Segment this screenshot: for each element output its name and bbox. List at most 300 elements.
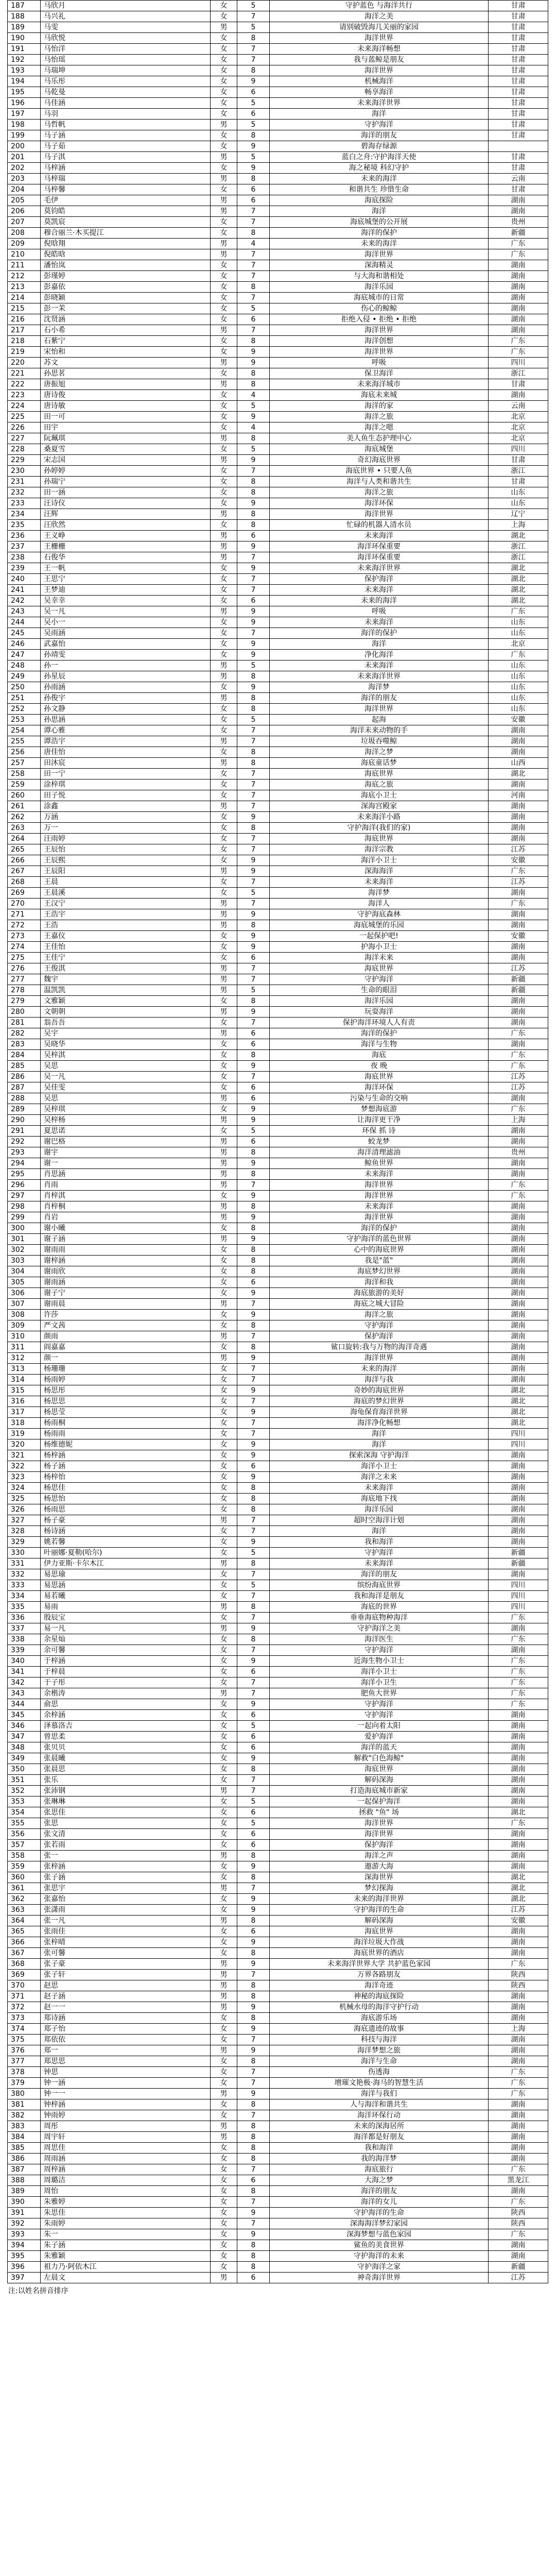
age-cell: 9 — [237, 1007, 270, 1018]
gender-cell: 男 — [211, 249, 237, 260]
gender-cell: 女 — [211, 639, 237, 650]
region-cell: 北京 — [489, 433, 548, 444]
region-cell: 湖南 — [489, 1710, 548, 1721]
name-cell: 张若雨 — [41, 1840, 211, 1851]
name-cell: 郑依依 — [41, 2035, 211, 2045]
title-cell: 守护海洋(我们的家) — [270, 823, 489, 834]
name-cell: 张琳琳 — [41, 1797, 211, 1807]
age-cell: 6 — [237, 531, 270, 541]
region-cell: 甘肃 — [489, 163, 548, 174]
age-cell: 9 — [237, 1450, 270, 1461]
table-row — [8, 228, 548, 239]
row-number-cell: 371 — [8, 1991, 41, 2002]
row-number-cell: 218 — [8, 336, 41, 347]
row-number-cell: 208 — [8, 228, 41, 239]
title-cell: 海洋 — [270, 639, 489, 650]
row-number-cell: 383 — [8, 2121, 41, 2132]
age-cell: 6 — [237, 109, 270, 120]
table-row — [8, 715, 548, 725]
name-cell: 唐诗俊 — [41, 390, 211, 401]
title-cell: 我与蓝鲸是朋友 — [270, 55, 489, 65]
table-row — [8, 2273, 548, 2283]
region-cell: 湖北 — [489, 1883, 548, 1894]
table-row — [8, 1710, 548, 1721]
row-number-cell: 304 — [8, 1266, 41, 1277]
region-cell: 湖南 — [489, 1277, 548, 1288]
row-number-cell: 313 — [8, 1364, 41, 1375]
name-cell: 钟一一 — [41, 2089, 211, 2099]
age-cell: 7 — [237, 2110, 270, 2121]
table-row — [8, 790, 548, 801]
age-cell: 8 — [237, 379, 270, 390]
age-cell: 7 — [237, 1591, 270, 1602]
age-cell: 8 — [237, 33, 270, 44]
name-cell: 叶丽娜·夏勒(哈尔) — [41, 1548, 211, 1558]
region-cell: 湖南 — [489, 1320, 548, 1331]
title-cell: 海洋之旅 — [270, 487, 489, 498]
table-row — [8, 985, 548, 996]
name-cell: 马欣悦 — [41, 33, 211, 44]
age-cell: 6 — [237, 1082, 270, 1093]
gender-cell: 男 — [211, 2132, 237, 2143]
region-cell: 甘肃 — [489, 379, 548, 390]
gender-cell: 女 — [211, 1840, 237, 1851]
table-row — [8, 1569, 548, 1580]
gender-cell: 女 — [211, 769, 237, 779]
title-cell: 神秘的海底探险 — [270, 1991, 489, 2002]
title-cell: 鲨鱼的美食世界 — [270, 2240, 489, 2251]
row-number-cell: 344 — [8, 1699, 41, 1710]
name-cell: 张沛钢 — [41, 1786, 211, 1797]
age-cell: 9 — [237, 2229, 270, 2240]
table-row — [8, 1688, 548, 1699]
region-cell: 新疆 — [489, 1548, 548, 1558]
title-cell: 海洋小卫士 — [270, 1667, 489, 1677]
gender-cell: 女 — [211, 2197, 237, 2208]
region-cell: 湖南 — [489, 1797, 548, 1807]
age-cell: 7 — [237, 974, 270, 985]
title-cell: 呼吸 — [270, 606, 489, 617]
table-row — [8, 1104, 548, 1115]
gender-cell: 女 — [211, 2035, 237, 2045]
region-cell: 广东 — [489, 2197, 548, 2208]
region-cell: 浙江 — [489, 541, 548, 552]
row-number-cell: 290 — [8, 1115, 41, 1126]
title-cell: 梦幻探海 — [270, 1883, 489, 1894]
gender-cell: 女 — [211, 2143, 237, 2154]
title-cell: 海洋奇迹 — [270, 1980, 489, 1991]
title-cell: 海洋之美 — [270, 11, 489, 22]
age-cell: 8 — [237, 2099, 270, 2110]
table-row — [8, 1472, 548, 1483]
age-cell: 7 — [237, 1775, 270, 1786]
name-cell: 钟一涵 — [41, 2078, 211, 2089]
row-number-cell: 198 — [8, 120, 41, 130]
table-row — [8, 422, 548, 433]
title-cell: 保卫海洋 — [270, 368, 489, 379]
region-cell: 湖南 — [489, 2035, 548, 2045]
region-cell: 云南 — [489, 401, 548, 412]
title-cell: 心中的海底世界 — [270, 1245, 489, 1256]
table-row — [8, 2013, 548, 2024]
age-cell: 7 — [237, 1677, 270, 1688]
name-cell: 田一宁 — [41, 769, 211, 779]
region-cell: 广东 — [489, 1667, 548, 1677]
title-cell: 未来海洋 — [270, 531, 489, 541]
name-cell: 石紫宁 — [41, 336, 211, 347]
title-cell: 碧海存绿源 — [270, 141, 489, 152]
name-cell: 郑子怡 — [41, 2024, 211, 2035]
title-cell: 守护海底森林 — [270, 909, 489, 920]
row-number-cell: 261 — [8, 801, 41, 812]
gender-cell: 女 — [211, 44, 237, 55]
region-cell: 云南 — [489, 174, 548, 184]
title-cell: 海洋小卫士 — [270, 855, 489, 866]
table-row — [8, 1223, 548, 1234]
row-number-cell: 191 — [8, 44, 41, 55]
table-row — [8, 1883, 548, 1894]
region-cell: 湖南 — [489, 1331, 548, 1342]
row-number-cell: 285 — [8, 1061, 41, 1072]
age-cell: 7 — [237, 585, 270, 596]
row-number-cell: 295 — [8, 1169, 41, 1180]
age-cell: 9 — [237, 2024, 270, 2035]
title-cell: 一起向着太阳 — [270, 1721, 489, 1732]
row-number-cell: 204 — [8, 184, 41, 195]
title-cell: 伤透海 — [270, 2067, 489, 2078]
title-cell: 保护海洋 — [270, 574, 489, 585]
table-row — [8, 433, 548, 444]
title-cell: 我和海洋是朋友 — [270, 1591, 489, 1602]
row-number-cell: 276 — [8, 963, 41, 974]
region-cell: 甘肃 — [489, 65, 548, 76]
name-cell: 肖梓桐 — [41, 1201, 211, 1212]
row-number-cell: 264 — [8, 834, 41, 844]
name-cell: 张晨曦 — [41, 1753, 211, 1764]
gender-cell: 女 — [211, 1645, 237, 1656]
title-cell: 忙碌的机器人清水员 — [270, 520, 489, 531]
region-cell: 湖北 — [489, 596, 548, 606]
title-cell: 海洋乐园 — [270, 996, 489, 1007]
name-cell: 吴梓淇 — [41, 1050, 211, 1061]
table-row — [8, 1613, 548, 1623]
title-cell: 海洋乐园 — [270, 282, 489, 293]
row-number-cell: 297 — [8, 1191, 41, 1201]
table-row — [8, 314, 548, 325]
region-cell: 浙江 — [489, 368, 548, 379]
table-row — [8, 368, 548, 379]
name-cell: 田一涵 — [41, 487, 211, 498]
region-cell: 辽宁 — [489, 509, 548, 520]
age-cell: 6 — [237, 1461, 270, 1472]
row-number-cell: 253 — [8, 715, 41, 725]
table-row — [8, 1580, 548, 1591]
table-row — [8, 1872, 548, 1883]
name-cell: 万一 — [41, 823, 211, 834]
region-cell: 北京 — [489, 422, 548, 433]
region-cell: 湖南 — [489, 1472, 548, 1483]
row-number-cell: 257 — [8, 758, 41, 769]
gender-cell: 女 — [211, 855, 237, 866]
region-cell: 湖北 — [489, 1807, 548, 1818]
name-cell: 杨梓涵 — [41, 1450, 211, 1461]
table-row — [8, 2251, 548, 2262]
table-row — [8, 1018, 548, 1028]
region-cell: 安徽 — [489, 715, 548, 725]
row-number-cell: 273 — [8, 931, 41, 942]
region-cell: 北京 — [489, 639, 548, 650]
table-row — [8, 1429, 548, 1439]
table-row — [8, 1775, 548, 1786]
gender-cell: 男 — [211, 1959, 237, 1970]
name-cell: 赵一一 — [41, 2002, 211, 2013]
region-cell: 贵州 — [489, 1147, 548, 1158]
row-number-cell: 231 — [8, 477, 41, 487]
region-cell — [489, 141, 548, 152]
gender-cell: 女 — [211, 1656, 237, 1667]
region-cell: 四川 — [489, 1591, 548, 1602]
title-cell: 未来海洋 — [270, 877, 489, 888]
age-cell: 8 — [237, 130, 270, 141]
title-cell: 海洋世界 — [270, 33, 489, 44]
name-cell: 张雨佳 — [41, 1926, 211, 1937]
name-cell: 余星灿 — [41, 1634, 211, 1645]
title-cell: 海底世界 — [270, 834, 489, 844]
region-cell: 甘肃 — [489, 98, 548, 109]
gender-cell: 男 — [211, 1980, 237, 1991]
title-cell: 未来海洋世界 — [270, 563, 489, 574]
name-cell: 汪欣然 — [41, 520, 211, 531]
table-row — [8, 1137, 548, 1147]
region-cell: 山东 — [489, 498, 548, 509]
region-cell: 湖北 — [489, 1396, 548, 1407]
gender-cell: 女 — [211, 76, 237, 87]
name-cell: 涂鑫 — [41, 801, 211, 812]
age-cell: 9 — [237, 2089, 270, 2099]
region-cell: 湖南 — [489, 779, 548, 790]
table-row — [8, 466, 548, 477]
row-number-cell: 220 — [8, 358, 41, 368]
title-cell: 未来的海洋 — [270, 239, 489, 249]
name-cell: 武嘉怡 — [41, 639, 211, 650]
title-cell: 肥鱼大世界 — [270, 1688, 489, 1699]
row-number-cell: 397 — [8, 2273, 41, 2283]
table-row — [8, 174, 548, 184]
row-number-cell: 300 — [8, 1223, 41, 1234]
row-number-cell: 217 — [8, 325, 41, 336]
table-row — [8, 1450, 548, 1461]
age-cell: 8 — [237, 920, 270, 931]
title-cell: 梦想海底游 — [270, 1104, 489, 1115]
region-cell: 甘肃 — [489, 55, 548, 65]
row-number-cell: 362 — [8, 1894, 41, 1905]
table-row — [8, 1126, 548, 1137]
gender-cell: 女 — [211, 2175, 237, 2186]
region-cell: 湖南 — [489, 2132, 548, 2143]
region-cell: 四川 — [489, 1580, 548, 1591]
row-number-cell: 343 — [8, 1688, 41, 1699]
name-cell: 朱思佳 — [41, 2208, 211, 2218]
region-cell: 广东 — [489, 1613, 548, 1623]
gender-cell: 男 — [211, 1786, 237, 1797]
row-number-cell: 188 — [8, 11, 41, 22]
title-cell: 未来海洋 — [270, 585, 489, 596]
title-cell: 海底旅行 — [270, 2164, 489, 2175]
age-cell: 7 — [237, 249, 270, 260]
row-number-cell: 293 — [8, 1147, 41, 1158]
title-cell: 海洋都是好朋友 — [270, 2132, 489, 2143]
row-number-cell: 322 — [8, 1461, 41, 1472]
title-cell: 起海 — [270, 715, 489, 725]
region-cell: 广东 — [489, 1688, 548, 1699]
table-row — [8, 1093, 548, 1104]
title-cell: 海底遗迹的故事 — [270, 2024, 489, 2035]
table-row — [8, 1212, 548, 1223]
title-cell: 未来海洋 — [270, 1558, 489, 1569]
name-cell: 倪晗翔 — [41, 239, 211, 249]
name-cell: 张梓涵 — [41, 1861, 211, 1872]
title-cell: 海洋与人类和谐共生 — [270, 477, 489, 487]
name-cell: 肖思涵 — [41, 1169, 211, 1180]
age-cell: 8 — [237, 336, 270, 347]
table-row — [8, 1461, 548, 1472]
table-row — [8, 2186, 548, 2197]
row-number-cell: 234 — [8, 509, 41, 520]
row-number-cell: 311 — [8, 1342, 41, 1353]
region-cell: 广东 — [489, 866, 548, 877]
gender-cell: 女 — [211, 1082, 237, 1093]
row-number-cell: 229 — [8, 455, 41, 466]
row-number-cell: 392 — [8, 2218, 41, 2229]
name-cell: 王晨溪 — [41, 888, 211, 899]
age-cell: 9 — [237, 650, 270, 660]
name-cell: 谢雨涵 — [41, 1277, 211, 1288]
gender-cell: 女 — [211, 2240, 237, 2251]
table-row — [8, 2035, 548, 2045]
age-cell: 7 — [237, 899, 270, 909]
age-cell: 7 — [237, 466, 270, 477]
region-cell: 江苏 — [489, 2273, 548, 2283]
region-cell: 广东 — [489, 1818, 548, 1829]
title-cell: 海洋之旅 — [270, 1310, 489, 1320]
row-number-cell: 269 — [8, 888, 41, 899]
name-cell: 谭心雅 — [41, 725, 211, 736]
table-row — [8, 942, 548, 953]
gender-cell: 女 — [211, 1569, 237, 1580]
region-cell: 湖南 — [489, 325, 548, 336]
title-cell: 海底世界 — [270, 769, 489, 779]
row-number-cell: 213 — [8, 282, 41, 293]
gender-cell: 女 — [211, 1537, 237, 1548]
title-cell: 守护海洋之美 — [270, 1623, 489, 1634]
gender-cell: 女 — [211, 1829, 237, 1840]
gender-cell: 男 — [211, 2002, 237, 2013]
title-cell: 海洋人 — [270, 899, 489, 909]
table-row — [8, 1937, 548, 1948]
region-cell: 安徽 — [489, 855, 548, 866]
age-cell: 6 — [237, 1829, 270, 1840]
row-number-cell: 330 — [8, 1548, 41, 1558]
region-cell: 湖南 — [489, 996, 548, 1007]
table-row — [8, 1667, 548, 1677]
gender-cell: 女 — [211, 1061, 237, 1072]
table-row — [8, 325, 548, 336]
age-cell: 7 — [237, 1613, 270, 1623]
table-row — [8, 195, 548, 206]
title-cell: 守护海洋 — [270, 1699, 489, 1710]
name-cell: 朱雨婷 — [41, 2218, 211, 2229]
age-cell: 9 — [237, 1288, 270, 1299]
age-cell: 6 — [237, 1742, 270, 1753]
table-row — [8, 1645, 548, 1656]
title-cell: 海洋 — [270, 1439, 489, 1450]
table-row — [8, 1385, 548, 1396]
name-cell: 张可馨 — [41, 1948, 211, 1959]
age-cell: 8 — [237, 1602, 270, 1613]
row-number-cell: 395 — [8, 2251, 41, 2262]
row-number-cell: 219 — [8, 347, 41, 358]
title-cell: 海洋 — [270, 1429, 489, 1439]
age-cell: 9 — [237, 1894, 270, 1905]
entries-table-body — [8, 1, 548, 2283]
gender-cell: 男 — [211, 1851, 237, 1861]
name-cell: 唐振旭 — [41, 379, 211, 390]
region-cell: 广东 — [489, 239, 548, 249]
title-cell: 海洋与生物 — [270, 1039, 489, 1050]
gender-cell: 女 — [211, 563, 237, 574]
age-cell: 5 — [237, 660, 270, 671]
name-cell: 易思瑜 — [41, 1569, 211, 1580]
name-cell: 田沐宸 — [41, 758, 211, 769]
region-cell: 湖南 — [489, 1299, 548, 1310]
table-row — [8, 1169, 548, 1180]
name-cell: 孙文静 — [41, 704, 211, 715]
row-number-cell: 256 — [8, 747, 41, 758]
row-number-cell: 331 — [8, 1558, 41, 1569]
region-cell: 甘肃 — [489, 455, 548, 466]
age-cell: 7 — [237, 1299, 270, 1310]
age-cell: 8 — [237, 1342, 270, 1353]
table-row — [8, 2262, 548, 2273]
name-cell: 张思佳 — [41, 1807, 211, 1818]
age-cell: 9 — [237, 1407, 270, 1418]
row-number-cell: 193 — [8, 65, 41, 76]
footnote: 注:以姓名拼音排序 — [8, 2287, 68, 2295]
name-cell: 彭一茉 — [41, 303, 211, 314]
title-cell: 海底之城大冒险 — [270, 1299, 489, 1310]
table-row — [8, 1180, 548, 1191]
age-cell: 6 — [237, 1732, 270, 1742]
age-cell: 7 — [237, 1515, 270, 1526]
region-cell: 湖南 — [489, 1645, 548, 1656]
row-number-cell: 366 — [8, 1937, 41, 1948]
name-cell: 王佳怡 — [41, 942, 211, 953]
age-cell: 9 — [237, 617, 270, 628]
age-cell: 7 — [237, 2218, 270, 2229]
region-cell: 江苏 — [489, 1072, 548, 1082]
gender-cell: 男 — [211, 2045, 237, 2056]
row-number-cell: 209 — [8, 239, 41, 249]
gender-cell: 女 — [211, 2186, 237, 2197]
gender-cell: 女 — [211, 2078, 237, 2089]
name-cell: 田子悦 — [41, 790, 211, 801]
gender-cell: 女 — [211, 1223, 237, 1234]
table-row — [8, 899, 548, 909]
gender-cell: 女 — [211, 347, 237, 358]
age-cell: 7 — [237, 1375, 270, 1385]
gender-cell: 男 — [211, 920, 237, 931]
name-cell: 余梓涵 — [41, 1710, 211, 1721]
